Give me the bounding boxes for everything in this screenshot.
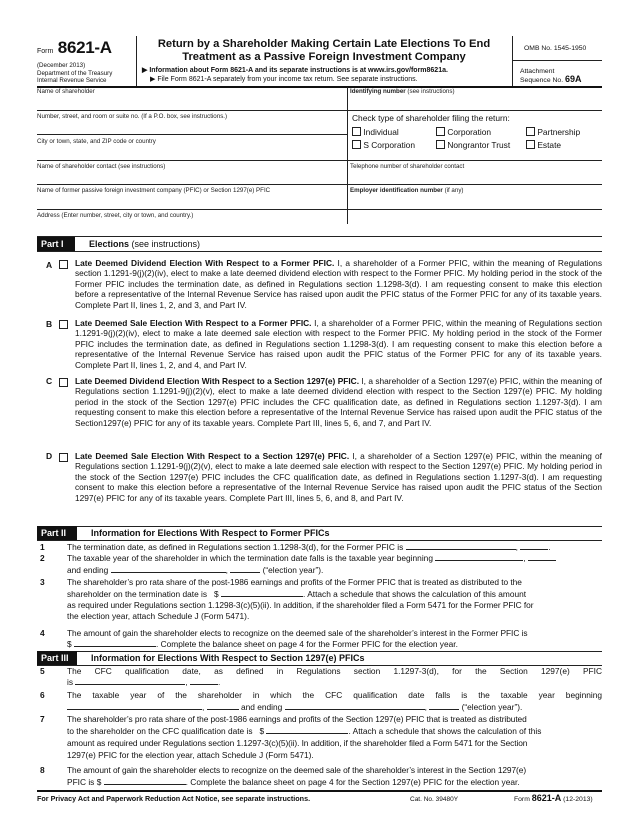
catalog-number: Cat. No. 39480Y (410, 796, 459, 803)
line-8-text3: . Complete the balance sheet on page 4 for the Section 1297(e) PFIC for the election year. (185, 777, 520, 787)
part1-label: Part I (37, 237, 75, 251)
line-8-amount-input[interactable] (104, 777, 186, 785)
line-2-election-year: (“election year”). (262, 565, 324, 575)
identifying-number-field[interactable] (350, 88, 600, 110)
election-a-letter: A (46, 260, 53, 270)
department: Department of the Treasury (37, 70, 113, 77)
shareholder-name-label: Name of shareholder (37, 88, 95, 95)
line-6-comma2: , (424, 702, 427, 712)
footer-form-number: 8621-A (531, 793, 562, 803)
line-7-text: The shareholder’s pro rata share of the post-1986 earnings and profits of the Section 1297(e) PFIC that is treated as distributed (67, 714, 527, 724)
part1-header (37, 237, 602, 251)
form-number-block (37, 38, 137, 58)
election-a-heading: Late Deemed Dividend Election With Respect to a Former PFIC. (75, 258, 335, 268)
line-4-amount-input[interactable] (74, 639, 156, 647)
type-s-corporation-option[interactable] (352, 139, 415, 151)
form-label: Form (37, 48, 54, 55)
ein-field[interactable] (350, 187, 600, 209)
line-6-end-year-input[interactable] (429, 702, 459, 710)
part1-title (89, 237, 200, 251)
type-estate-option[interactable] (526, 139, 561, 151)
line-3-number: 3 (40, 577, 45, 587)
line-1-text: The termination date, as defined in Regulations section 1.1298-3(d), for the Former PFIC is (67, 542, 404, 552)
election-b-heading: Late Deemed Sale Election With Respect to a Former PFIC. (75, 318, 312, 328)
election-a-text (75, 258, 602, 310)
line-8-row2 (67, 777, 602, 788)
line-8-dollar: $ (96, 777, 102, 787)
city-label: City or town, state, and ZIP code or country (37, 138, 156, 145)
part1-title-text: Elections (89, 239, 130, 249)
part3-title: Information for Elections With Respect to Section 1297(e) PFICs (91, 653, 365, 663)
line-6-and-ending: and ending (240, 702, 283, 712)
type-estate-label: Estate (537, 140, 562, 150)
line-7-text3: . Attach a schedule that shows the calculation of this (348, 726, 542, 736)
footer-form-label: Form (514, 796, 530, 803)
line-4-text: The amount of gain the shareholder elects to recognize on the deemed sale of the shareholder’s interest in the Former PFIC is (67, 628, 528, 638)
line-5-is: is (67, 677, 74, 687)
line-3-text5: the election year, attach Schedule J (Form 5471). (67, 611, 250, 621)
contact-name-label: Name of shareholder contact (see instructions) (37, 163, 166, 170)
ein-label: Employer identification number (350, 187, 443, 194)
line-5-date-input[interactable] (75, 677, 188, 687)
line-2-and-ending: and ending (67, 565, 109, 575)
line-6-begin-input[interactable] (67, 702, 205, 712)
line-3-text2: shareholder on the termination date is (67, 589, 208, 599)
line-2-end-year-input[interactable] (230, 565, 260, 573)
type-corporation-checkbox[interactable] (436, 127, 445, 136)
line-6-end-input[interactable] (285, 702, 425, 710)
part2-title: Information for Elections With Respect to Former PFICs (91, 528, 330, 538)
election-c-letter: C (46, 376, 53, 386)
agency: Internal Revenue Service (37, 77, 107, 84)
part2-header (37, 526, 602, 540)
part2-label: Part II (37, 526, 77, 540)
type-individual-label: Individual (363, 127, 399, 137)
type-individual-checkbox[interactable] (352, 127, 361, 136)
identifying-number-label: Identifying number (350, 88, 406, 95)
type-s-corporation-checkbox[interactable] (352, 140, 361, 149)
line-7-row2 (67, 726, 602, 737)
line-7-amount-input[interactable] (266, 726, 348, 734)
type-partnership-checkbox[interactable] (526, 127, 535, 136)
line-3-dollar: $ (214, 589, 219, 599)
city-field[interactable] (37, 138, 345, 160)
election-c-text (75, 376, 602, 428)
election-a-body: I, a shareholder of a Former PFIC, within the meaning of Regulations section 1.1291-9(j)(2)(iv), elect to make a late deemed dividend election with respect to the Former PFIC. My holding period in the stock of the Former PFIC includes the termination date, as defined in Regulations section 1.1298-3(d). I am requesting consent to make this election before a representative of the Internal Revenue Service has raised upon audit the PFIC status of the Former PFIC for any of its taxable years. Complete Part II, lines 1, 2, and 3, and Part IV. (75, 258, 602, 310)
type-nongrantor-trust-option[interactable] (436, 139, 510, 151)
info-line-website: ▶ Information about Form 8621-A and its separate instructions is at www.irs.gov/form8621a. (142, 67, 448, 74)
sequence-label: Sequence No. (520, 77, 564, 84)
form-number: 8621-A (57, 38, 112, 57)
line-8-number: 8 (40, 765, 45, 775)
street-address-label: Number, street, and room or suite no. (If a P.O. box, see instructions.) (37, 113, 228, 120)
line-2-comma1: , (523, 553, 526, 563)
omb-number: OMB No. 1545-1950 (524, 45, 587, 52)
line-3-text3: . Attach a schedule that shows the calculation of this amount (303, 589, 527, 599)
revision-date: (December 2013) (37, 62, 86, 69)
footer-revision: (12-2013) (563, 796, 593, 803)
form-title-line2: Treatment as a Passive Foreign Investment Company (182, 51, 466, 63)
election-d-body: I, a shareholder of a Section 1297(e) PFIC, within the meaning of Regulations section 1.1291-9(j)(2)(v), elect to make a late deemed sale election with respect to the Section 1297(e) PFIC. My holding period in the stock of the Section 1297(e) PFIC includes the CFC qualification date, as defined in Regulations section 1.1297-3(d). I am requesting consent to make this election before a representative of the Internal Revenue Service has raised upon audit the PFIC status of the Section 1297(e) PFIC for any of its taxable years. Complete Part III, lines 5, 6, and 8, and Part IV. (75, 451, 602, 503)
election-d-text (75, 451, 602, 503)
line-1-number: 1 (40, 542, 45, 552)
line-4-number: 4 (40, 628, 45, 638)
part3-header (37, 651, 602, 665)
line-5-text: The CFC qualification date, as defined in Regulations section 1.1297-3(d), for the Section 1297(e) PFIC (67, 666, 602, 676)
type-individual-option[interactable] (352, 126, 399, 138)
ein-note: (if any) (444, 187, 464, 194)
pfic-address-field[interactable] (37, 212, 597, 234)
election-b-body: I, a shareholder of a Former PFIC, within the meaning of Regulations section 1.1291-9(j)(2)(iv), elect to make a late deemed sale election with respect to the Former PFIC. My holding period in the stock of the Former PFIC includes the termination date, as defined in Regulations section 1.1298-3(d). I am requesting consent to make this election before a representative of the Internal Revenue Service has raised upon audit the PFIC status of the Former PFIC for any of its taxable years. Complete Part II, lines 1, 2, and 4, and Part IV. (75, 318, 602, 370)
privacy-notice: For Privacy Act and Paperwork Reduction Act Notice, see separate instructions. (37, 794, 311, 803)
line-5-row2: is , . (67, 677, 221, 687)
part1-title-note: (see instructions) (131, 239, 201, 249)
street-address-field[interactable] (37, 113, 345, 135)
election-c-body: I, a shareholder of a Section 1297(e) PFIC, within the meaning of Regulations section 1.1291-9(j)(2)(v), elect to make a late deemed dividend election with respect to the Section 1297(e) PFIC. My holding period in the stock of the Section 1297(e) PFIC includes the CFC qualification date, as defined in Regulations section 1.1297-3(d). I am requesting consent to make this election before a representative of the Internal Revenue Service has raised upon audit the PFIC status of the Section1297(e) PFIC for any of its taxable years. Complete Part III, lines 5, 6, and 7, and Part IV. (75, 376, 602, 428)
type-corporation-label: Corporation (447, 127, 492, 137)
line-5-comma: , (185, 677, 188, 687)
type-estate-checkbox[interactable] (526, 140, 535, 149)
line-7-text2: to the shareholder on the CFC qualification date is (67, 726, 253, 736)
election-d-checkbox[interactable] (59, 453, 68, 462)
line-2-number: 2 (40, 553, 45, 563)
line-5-number: 5 (40, 666, 45, 676)
line-2-end-input[interactable] (111, 565, 226, 573)
pfic-name-field[interactable] (37, 187, 345, 209)
line-7-text4: amount as required under Regulations section 1.1297-3(c)(5)(ii). In addition, if the shareholder filed a Form 5471 for the Section (67, 738, 528, 748)
election-d-letter: D (46, 451, 53, 461)
line-1: The termination date, as defined in Regulations section 1.1298-3(d), for the Former PFIC is , . (67, 542, 551, 552)
info-line-filing: ▶ File Form 8621-A separately from your income tax return. See separate instructions. (150, 76, 418, 83)
line-6-text: The taxable year of the shareholder in which the CFC qualification date falls is the taxable year beginning (67, 690, 602, 700)
election-b-letter: B (46, 319, 53, 329)
sequence-value: 69A (564, 74, 582, 84)
line-1-year-input[interactable] (520, 542, 548, 550)
shareholder-name-field[interactable] (37, 88, 345, 110)
line-3-text4: as required under Regulations section 1.1298-3(c)(5)(ii). In addition, if the shareholder filed a Form 5471 for the Former PFIC for (67, 600, 534, 610)
line-6-number: 6 (40, 690, 45, 700)
line-6-row2 (67, 702, 602, 713)
election-c-heading: Late Deemed Dividend Election With Respect to a Section 1297(e) PFIC. (75, 376, 360, 386)
election-b-text (75, 318, 602, 370)
form-title-line1: Return by a Shareholder Making Certain Late Elections To End (157, 38, 491, 50)
line-3-row2 (67, 589, 602, 600)
line-5-year-input[interactable] (190, 677, 218, 685)
line-7-dollar: $ (259, 726, 265, 736)
line-7-number: 7 (40, 714, 45, 724)
shareholder-type-heading: Check type of shareholder filing the return: (352, 113, 510, 123)
line-3-amount-input[interactable] (221, 589, 303, 597)
pfic-address-label: Address (Enter number, street, city or town, and country.) (37, 212, 194, 219)
pfic-name-label: Name of former passive foreign investment company (PFIC) or Section 1297(e) PFIC (37, 187, 271, 194)
election-a-checkbox[interactable] (59, 260, 68, 269)
part3-label: Part III (37, 651, 77, 665)
type-nongrantor-trust-label: Nongrantor Trust (447, 140, 511, 150)
election-b-checkbox[interactable] (59, 320, 68, 329)
line-2-text: The taxable year of the shareholder in which the termination date falls is the taxable year beginning (67, 553, 433, 563)
type-partnership-option[interactable] (526, 126, 580, 138)
contact-phone-field[interactable] (350, 163, 600, 185)
attachment-label: Attachment (520, 68, 555, 75)
line-6-begin-year-input[interactable] (207, 702, 239, 710)
line-3-text: The shareholder’s pro rata share of the post-1986 earnings and profits of the Former PFIC that is treated as distributed to the (67, 577, 522, 587)
line-8-text: The amount of gain the shareholder elects to recognize on the deemed sale of the shareholder’s interest in the Section 1297(e) (67, 765, 527, 775)
contact-phone-label: Telephone number of shareholder contact (350, 163, 465, 170)
line-2 (67, 553, 602, 564)
type-partnership-label: Partnership (537, 127, 581, 137)
type-s-corporation-label: S Corporation (363, 140, 416, 150)
sequence-number (520, 75, 581, 85)
type-corporation-option[interactable] (436, 126, 491, 138)
identifying-number-note: (see instructions) (407, 88, 455, 95)
election-c-checkbox[interactable] (59, 378, 68, 387)
line-2-cont (67, 565, 602, 576)
line-8-text2: PFIC is (67, 777, 95, 787)
line-6-comma1: , (202, 702, 205, 712)
contact-name-field[interactable] (37, 163, 345, 185)
line-1-date-input[interactable] (406, 542, 516, 550)
election-d-heading: Late Deemed Sale Election With Respect to a Section 1297(e) PFIC. (75, 451, 350, 461)
line-2-comma2: , (225, 565, 228, 575)
line-4-text2: . Complete the balance sheet on page 4 for the Former PFIC for the election year. (155, 639, 458, 649)
type-nongrantor-trust-checkbox[interactable] (436, 140, 445, 149)
line-7-text5: 1297(e) PFIC for the election year, attach Schedule J (Form 5471). (67, 750, 314, 760)
line-1-comma: , (515, 542, 518, 552)
form-title (140, 38, 508, 64)
line-4-dollar: $ (67, 639, 72, 649)
line-2-begin-year-input[interactable] (528, 553, 556, 561)
line-6-election-year: (“election year”). (461, 702, 523, 712)
line-4-row2 (67, 639, 602, 650)
line-2-begin-input[interactable] (435, 553, 526, 563)
footer-form-id (514, 793, 593, 805)
shareholder-type-options (352, 126, 602, 154)
